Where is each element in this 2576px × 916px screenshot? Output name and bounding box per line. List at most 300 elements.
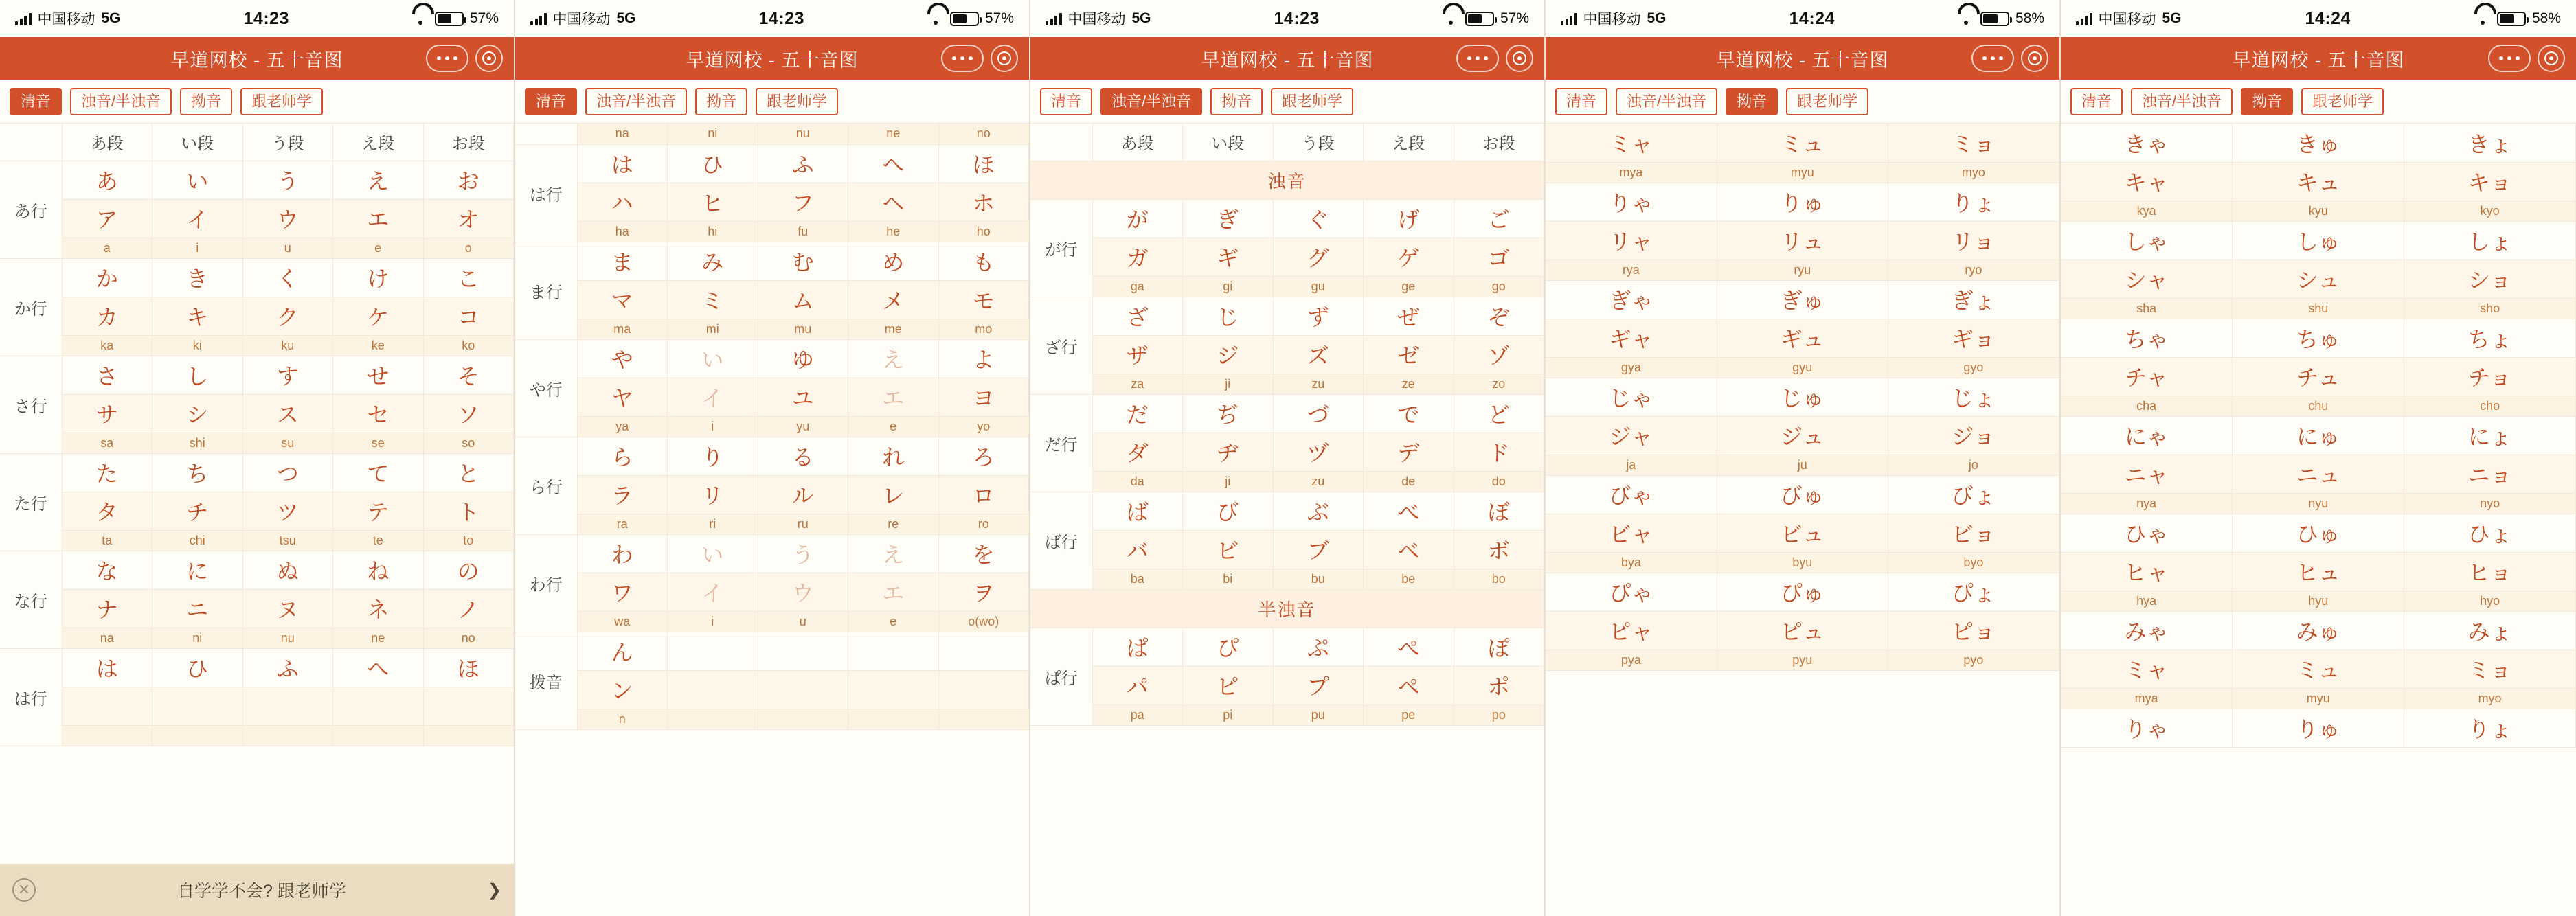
kata-cell[interactable]: ペ [1364,666,1454,705]
kata-cell[interactable]: エ [333,199,424,238]
hira-cell[interactable]: しゃ [2061,221,2233,260]
romaji-cell[interactable]: byo [1888,552,2059,573]
kata-cell[interactable]: ミャ [1546,124,1717,162]
romaji-cell[interactable]: hi [668,221,758,242]
hira-cell[interactable]: む [758,242,848,280]
romaji-cell[interactable]: i [668,416,758,437]
romaji-cell[interactable]: mya [2061,688,2233,709]
romaji-cell[interactable]: ro [938,514,1029,534]
hira-cell[interactable]: へ [848,144,939,183]
kana-board[interactable] [1030,124,1544,916]
hira-cell[interactable]: わ [577,534,668,573]
kata-cell[interactable] [938,670,1029,709]
romaji-cell[interactable]: so [423,433,514,453]
romaji-cell[interactable]: ha [577,221,668,242]
hira-cell[interactable]: びょ [1888,475,2059,514]
kata-cell[interactable]: イ [668,573,758,611]
kata-cell[interactable]: プ [1273,666,1364,705]
kata-cell[interactable]: サ [62,394,152,433]
hira-cell[interactable]: は [62,648,152,687]
kata-cell[interactable]: チョ [2404,357,2576,396]
hira-cell[interactable]: ば [1092,492,1183,530]
tab-0[interactable]: 清音 [525,88,577,115]
romaji-cell[interactable]: ri [668,514,758,534]
hira-cell[interactable]: ぐ [1273,199,1364,238]
kata-cell[interactable]: ツ [242,492,333,530]
kata-cell[interactable]: フ [758,183,848,221]
hira-cell[interactable]: も [938,242,1029,280]
tab-0[interactable]: 清音 [10,88,62,115]
hira-cell[interactable]: ひ [152,648,243,687]
kata-cell[interactable]: ク [242,297,333,335]
more-button[interactable] [1456,45,1499,72]
romaji-cell[interactable]: sa [62,433,152,453]
hira-cell[interactable]: り [668,437,758,475]
romaji-cell[interactable]: ho [938,221,1029,242]
romaji-cell[interactable]: ne [333,628,424,648]
romaji-cell[interactable]: sha [2061,298,2233,319]
kata-cell[interactable]: ソ [423,394,514,433]
kata-cell[interactable]: ニャ [2061,455,2233,493]
close-app-button[interactable] [2021,45,2048,72]
romaji-cell[interactable]: fu [758,221,848,242]
kata-cell[interactable]: ヒ [668,183,758,221]
kata-cell[interactable]: キ [152,297,243,335]
romaji-cell[interactable]: na [62,628,152,648]
hira-cell[interactable]: りょ [1888,183,2059,221]
tab-1[interactable]: 浊音/半浊音 [2131,88,2233,115]
hira-cell[interactable]: ほ [938,144,1029,183]
tab-3[interactable]: 跟老师学 [756,88,838,115]
close-icon[interactable]: ✕ [12,878,36,902]
hira-cell[interactable]: にゅ [2233,416,2404,455]
kata-cell[interactable]: リュ [1717,221,1888,260]
hira-cell[interactable] [758,632,848,670]
romaji-cell[interactable]: pyu [1717,650,1888,670]
tab-0[interactable]: 清音 [1040,88,1092,115]
kata-cell[interactable]: シ [152,394,243,433]
romaji-cell[interactable]: za [1092,374,1183,394]
kata-cell[interactable]: ト [423,492,514,530]
hira-cell[interactable]: ず [1273,297,1364,335]
hira-cell[interactable]: ね [333,551,424,589]
hira-cell[interactable]: は [577,144,668,183]
romaji-cell[interactable] [333,725,424,746]
romaji-cell[interactable]: i [668,611,758,632]
kata-cell[interactable]: ギ [1183,238,1274,276]
hira-cell[interactable]: び [1183,492,1274,530]
romaji-cell[interactable]: yo [938,416,1029,437]
kata-cell[interactable]: ブ [1273,530,1364,569]
hira-cell[interactable]: み [668,242,758,280]
tab-2[interactable]: 拗音 [1726,88,1778,115]
kata-cell[interactable]: ビョ [1888,514,2059,552]
hira-cell[interactable]: こ [423,258,514,297]
kata-cell[interactable] [62,687,152,725]
romaji-cell[interactable]: ni [668,124,758,144]
romaji-cell[interactable]: e [848,416,939,437]
romaji-cell[interactable]: ki [152,335,243,356]
kata-cell[interactable]: ケ [333,297,424,335]
kata-cell[interactable]: ビャ [1546,514,1717,552]
romaji-cell[interactable]: cho [2404,396,2576,416]
hira-cell[interactable]: きょ [2404,124,2576,162]
kata-cell[interactable]: エ [848,378,939,416]
romaji-cell[interactable]: chi [152,530,243,551]
close-app-button[interactable] [2538,45,2565,72]
kata-cell[interactable]: ミョ [2404,650,2576,688]
romaji-cell[interactable]: n [577,709,668,729]
hira-cell[interactable]: みゃ [2061,611,2233,650]
kata-cell[interactable] [758,670,848,709]
hira-cell[interactable]: ふ [758,144,848,183]
kata-cell[interactable] [242,687,333,725]
kata-cell[interactable]: ダ [1092,433,1183,471]
romaji-cell[interactable]: hyu [2233,591,2404,611]
hira-cell[interactable]: ぞ [1454,297,1544,335]
romaji-cell[interactable]: ja [1546,455,1717,475]
hira-cell[interactable]: ま [577,242,668,280]
kata-cell[interactable]: ギュ [1717,319,1888,357]
kata-cell[interactable] [848,670,939,709]
kata-cell[interactable]: リャ [1546,221,1717,260]
hira-cell[interactable]: ひゃ [2061,514,2233,552]
kata-cell[interactable]: セ [333,394,424,433]
hira-cell[interactable]: せ [333,356,424,394]
romaji-cell[interactable]: i [152,238,243,258]
romaji-cell[interactable]: ji [1183,374,1274,394]
more-button[interactable] [941,45,984,72]
kata-cell[interactable]: ヲ [938,573,1029,611]
romaji-cell[interactable]: shi [152,433,243,453]
kata-cell[interactable] [152,687,243,725]
more-button[interactable] [426,45,468,72]
hira-cell[interactable]: す [242,356,333,394]
romaji-cell[interactable]: gi [1183,276,1274,297]
tab-1[interactable]: 浊音/半浊音 [1616,88,1717,115]
hira-cell[interactable]: え [333,161,424,199]
hira-cell[interactable] [668,632,758,670]
romaji-cell[interactable]: o [423,238,514,258]
hira-cell[interactable]: え [848,534,939,573]
romaji-cell[interactable]: bya [1546,552,1717,573]
kata-cell[interactable]: パ [1092,666,1183,705]
hira-cell[interactable]: みゅ [2233,611,2404,650]
hira-cell[interactable]: ほ [423,648,514,687]
hira-cell[interactable]: きゅ [2233,124,2404,162]
romaji-cell[interactable]: u [758,611,848,632]
close-app-button[interactable] [991,45,1018,72]
tab-3[interactable]: 跟老师学 [240,88,323,115]
hira-cell[interactable]: きゃ [2061,124,2233,162]
hira-cell[interactable]: ぱ [1092,628,1183,666]
kata-cell[interactable]: オ [423,199,514,238]
kata-cell[interactable]: ピュ [1717,611,1888,650]
kata-cell[interactable]: レ [848,475,939,514]
romaji-cell[interactable] [848,709,939,729]
hira-cell[interactable]: ぜ [1364,297,1454,335]
kata-cell[interactable] [333,687,424,725]
kata-cell[interactable]: ヒョ [2404,552,2576,591]
kata-cell[interactable]: イ [152,199,243,238]
hira-cell[interactable]: い [152,161,243,199]
romaji-cell[interactable]: ryu [1717,260,1888,280]
kata-cell[interactable]: ナ [62,589,152,628]
hira-cell[interactable]: ぴゃ [1546,573,1717,611]
kata-cell[interactable]: ニョ [2404,455,2576,493]
kata-cell[interactable]: ヂ [1183,433,1274,471]
hira-cell[interactable]: りゃ [1546,183,1717,221]
romaji-cell[interactable]: me [848,319,939,339]
romaji-cell[interactable]: byu [1717,552,1888,573]
kata-cell[interactable]: ガ [1092,238,1183,276]
romaji-cell[interactable] [668,709,758,729]
tab-2[interactable]: 拗音 [1210,88,1263,115]
kata-cell[interactable]: イ [668,378,758,416]
hira-cell[interactable]: ぴ [1183,628,1274,666]
romaji-cell[interactable]: myo [1888,162,2059,183]
romaji-cell[interactable]: nu [758,124,848,144]
kata-cell[interactable]: ア [62,199,152,238]
hira-cell[interactable]: ぽ [1454,628,1544,666]
kata-cell[interactable]: ミョ [1888,124,2059,162]
kata-cell[interactable]: ユ [758,378,848,416]
kata-cell[interactable]: ゲ [1364,238,1454,276]
hira-cell[interactable]: ご [1454,199,1544,238]
kata-cell[interactable]: ハ [577,183,668,221]
kata-cell[interactable]: ヌ [242,589,333,628]
hira-cell[interactable]: う [242,161,333,199]
kata-cell[interactable]: ミ [668,280,758,319]
romaji-cell[interactable]: bi [1183,569,1274,589]
romaji-cell[interactable]: pi [1183,705,1274,725]
hira-cell[interactable]: ぴょ [1888,573,2059,611]
kata-cell[interactable]: シュ [2233,260,2404,298]
tab-0[interactable]: 清音 [1555,88,1607,115]
kata-cell[interactable]: ニュ [2233,455,2404,493]
tab-1[interactable]: 浊音/半浊音 [70,88,172,115]
romaji-cell[interactable]: jo [1888,455,2059,475]
hira-cell[interactable]: ぎゃ [1546,280,1717,319]
kata-cell[interactable]: ゾ [1454,335,1544,374]
romaji-cell[interactable] [152,725,243,746]
kana-board[interactable] [2061,124,2576,916]
hira-cell[interactable]: ひゅ [2233,514,2404,552]
hira-cell[interactable]: ぷ [1273,628,1364,666]
kata-cell[interactable]: マ [577,280,668,319]
hira-cell[interactable]: ど [1454,394,1544,433]
kata-cell[interactable]: チュ [2233,357,2404,396]
kata-cell[interactable]: ズ [1273,335,1364,374]
kata-cell[interactable]: ビュ [1717,514,1888,552]
romaji-cell[interactable]: e [848,611,939,632]
romaji-cell[interactable]: zu [1273,471,1364,492]
romaji-cell[interactable]: he [848,221,939,242]
hira-cell[interactable]: べ [1364,492,1454,530]
romaji-cell[interactable]: no [938,124,1029,144]
kata-cell[interactable]: ゼ [1364,335,1454,374]
romaji-cell[interactable]: zo [1454,374,1544,394]
hira-cell[interactable]: ちゃ [2061,319,2233,357]
hira-cell[interactable] [938,632,1029,670]
romaji-cell[interactable]: ka [62,335,152,356]
hira-cell[interactable]: な [62,551,152,589]
hira-cell[interactable]: ゆ [758,339,848,378]
hira-cell[interactable]: き [152,258,243,297]
hira-cell[interactable]: ぼ [1454,492,1544,530]
hira-cell[interactable]: る [758,437,848,475]
kata-cell[interactable]: ショ [2404,260,2576,298]
hira-cell[interactable]: ち [152,453,243,492]
kata-cell[interactable]: ポ [1454,666,1544,705]
hira-cell[interactable]: ぺ [1364,628,1454,666]
kata-cell[interactable]: ン [577,670,668,709]
romaji-cell[interactable]: de [1364,471,1454,492]
kata-cell[interactable]: ホ [938,183,1029,221]
kata-cell[interactable]: ヨ [938,378,1029,416]
kata-cell[interactable]: ゴ [1454,238,1544,276]
kata-cell[interactable]: ミュ [1717,124,1888,162]
kata-cell[interactable]: ヒュ [2233,552,2404,591]
hira-cell[interactable]: つ [242,453,333,492]
kata-cell[interactable]: ヤ [577,378,668,416]
hira-cell[interactable]: ちゅ [2233,319,2404,357]
hira-cell[interactable]: た [62,453,152,492]
romaji-cell[interactable]: to [423,530,514,551]
more-button[interactable] [2488,45,2531,72]
romaji-cell[interactable]: ko [423,335,514,356]
kata-cell[interactable]: ザ [1092,335,1183,374]
romaji-cell[interactable]: kya [2061,201,2233,221]
hira-cell[interactable]: で [1364,394,1454,433]
romaji-cell[interactable]: ju [1717,455,1888,475]
hira-cell[interactable]: が [1092,199,1183,238]
hira-cell[interactable]: じ [1183,297,1274,335]
kata-cell[interactable]: ピョ [1888,611,2059,650]
romaji-cell[interactable]: ru [758,514,848,534]
hira-cell[interactable]: ぎょ [1888,280,2059,319]
romaji-cell[interactable] [758,709,848,729]
romaji-cell[interactable]: pu [1273,705,1364,725]
hira-cell[interactable]: へ [333,648,424,687]
tab-0[interactable]: 清音 [2070,88,2123,115]
kata-cell[interactable]: ス [242,394,333,433]
romaji-cell[interactable]: su [242,433,333,453]
kata-cell[interactable]: モ [938,280,1029,319]
romaji-cell[interactable]: gyu [1717,357,1888,378]
kata-cell[interactable]: ギョ [1888,319,2059,357]
romaji-cell[interactable]: ma [577,319,668,339]
hira-cell[interactable]: い [668,534,758,573]
romaji-cell[interactable]: o(wo) [938,611,1029,632]
romaji-cell[interactable]: rya [1546,260,1717,280]
hira-cell[interactable]: りゅ [1717,183,1888,221]
tab-3[interactable]: 跟老师学 [1786,88,1868,115]
hira-cell[interactable]: りゅ [2233,709,2404,747]
romaji-cell[interactable]: yu [758,416,848,437]
hira-cell[interactable]: ひ [668,144,758,183]
kata-cell[interactable]: ヘ [848,183,939,221]
kata-cell[interactable]: ベ [1364,530,1454,569]
romaji-cell[interactable]: bu [1273,569,1364,589]
romaji-cell[interactable] [423,725,514,746]
hira-cell[interactable]: ざ [1092,297,1183,335]
kata-cell[interactable]: ピャ [1546,611,1717,650]
romaji-cell[interactable]: myu [1717,162,1888,183]
tab-2[interactable]: 拗音 [695,88,747,115]
kana-board[interactable] [1546,124,2059,916]
romaji-cell[interactable]: mo [938,319,1029,339]
romaji-cell[interactable]: gu [1273,276,1364,297]
romaji-cell[interactable]: hyo [2404,591,2576,611]
hira-cell[interactable]: う [758,534,848,573]
hira-cell[interactable]: りゃ [2061,709,2233,747]
hira-cell[interactable]: と [423,453,514,492]
romaji-cell[interactable]: bo [1454,569,1544,589]
romaji-cell[interactable]: go [1454,276,1544,297]
kata-cell[interactable]: ド [1454,433,1544,471]
hira-cell[interactable]: しゅ [2233,221,2404,260]
kata-cell[interactable]: ノ [423,589,514,628]
romaji-cell[interactable]: nyu [2233,493,2404,514]
kata-cell[interactable]: キャ [2061,162,2233,201]
hira-cell[interactable] [848,632,939,670]
hira-cell[interactable]: にゃ [2061,416,2233,455]
kata-cell[interactable]: チャ [2061,357,2233,396]
kata-cell[interactable]: バ [1092,530,1183,569]
romaji-cell[interactable]: te [333,530,424,551]
hira-cell[interactable]: れ [848,437,939,475]
kata-cell[interactable]: ヅ [1273,433,1364,471]
hira-cell[interactable]: え [848,339,939,378]
romaji-cell[interactable]: pyo [1888,650,2059,670]
kata-cell[interactable]: キュ [2233,162,2404,201]
hira-cell[interactable]: や [577,339,668,378]
hira-cell[interactable]: て [333,453,424,492]
romaji-cell[interactable]: re [848,514,939,534]
romaji-cell[interactable]: mi [668,319,758,339]
hira-cell[interactable]: びゃ [1546,475,1717,514]
hira-cell[interactable]: ぎ [1183,199,1274,238]
kata-cell[interactable]: ロ [938,475,1029,514]
kata-cell[interactable]: ヒャ [2061,552,2233,591]
kata-cell[interactable]: テ [333,492,424,530]
hira-cell[interactable]: じゅ [1717,378,1888,416]
hira-cell[interactable]: あ [62,161,152,199]
romaji-cell[interactable]: pa [1092,705,1183,725]
romaji-cell[interactable]: kyu [2233,201,2404,221]
hira-cell[interactable]: じゃ [1546,378,1717,416]
romaji-cell[interactable]: ta [62,530,152,551]
romaji-cell[interactable]: ge [1364,276,1454,297]
romaji-cell[interactable]: ne [848,124,939,144]
romaji-cell[interactable]: ra [577,514,668,534]
romaji-cell[interactable] [938,709,1029,729]
romaji-cell[interactable]: nyo [2404,493,2576,514]
kata-cell[interactable]: ジュ [1717,416,1888,455]
hira-cell[interactable]: づ [1273,394,1364,433]
romaji-cell[interactable]: ku [242,335,333,356]
kata-cell[interactable]: ム [758,280,848,319]
hira-cell[interactable]: じょ [1888,378,2059,416]
kata-cell[interactable]: リョ [1888,221,2059,260]
kata-cell[interactable]: タ [62,492,152,530]
romaji-cell[interactable]: ya [577,416,668,437]
tab-1[interactable]: 浊音/半浊音 [1100,88,1202,115]
hira-cell[interactable]: け [333,258,424,297]
kata-cell[interactable]: エ [848,573,939,611]
tab-3[interactable]: 跟老师学 [1271,88,1353,115]
